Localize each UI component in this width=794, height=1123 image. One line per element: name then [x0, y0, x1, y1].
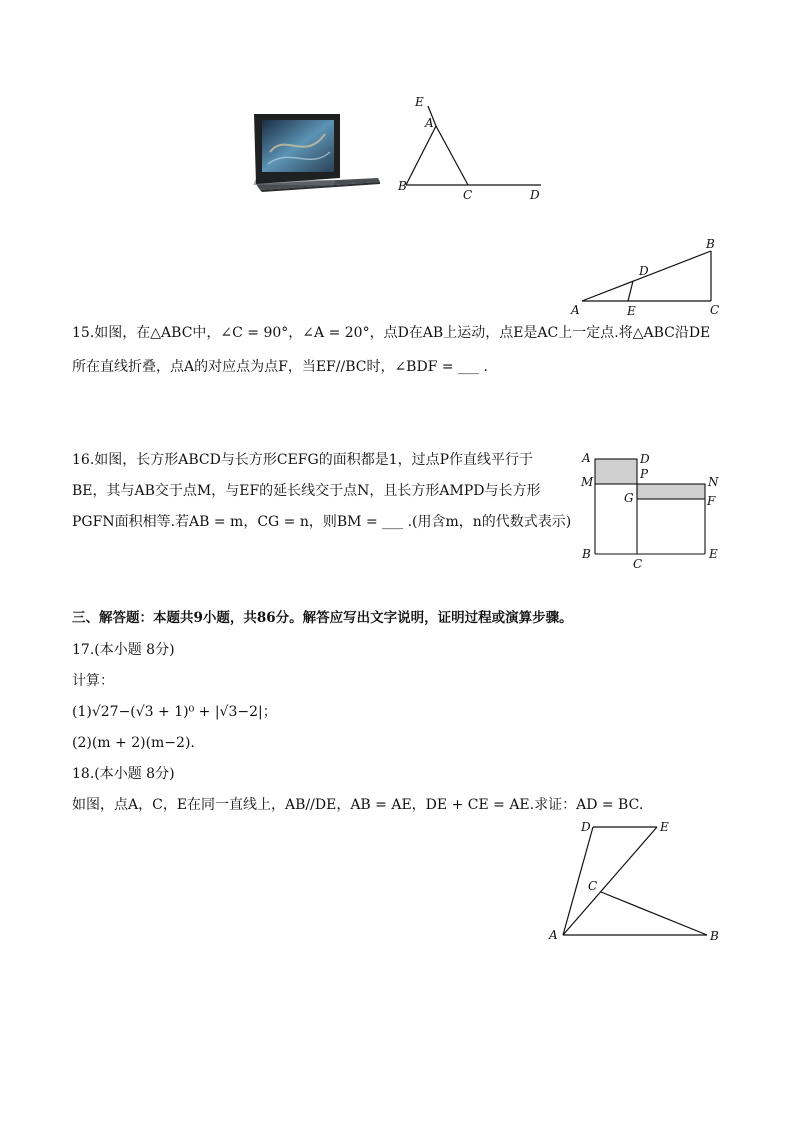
- label-g: G: [624, 491, 634, 505]
- q17-item2: (2)(m + 2)(m−2).: [72, 735, 195, 751]
- label-c: C: [633, 557, 643, 571]
- figure-q16: [576, 446, 726, 571]
- label-a: A: [571, 303, 580, 317]
- figure-q15: [565, 235, 730, 320]
- segment-ac: [436, 126, 468, 185]
- q15-line1: 15.如图，在△ABC中，∠C = 90°，∠A = 20°，点D在AB上运动，点E是AC上一定点.将△ABC沿DE: [72, 325, 711, 341]
- segment-de: [628, 281, 633, 301]
- segment-ea: [563, 827, 657, 935]
- label-m: M: [581, 475, 594, 489]
- shaded-rect-ampd: [595, 459, 637, 484]
- q17-intro: 计算：: [72, 673, 114, 689]
- label-b: B: [710, 929, 719, 943]
- figure-q18: [545, 815, 725, 945]
- q18-text: 如图，点A，C，E在同一直线上，AB//DE，AB = AE，DE + CE = AE.求证：AD = BC.: [72, 797, 644, 813]
- label-b: B: [582, 547, 591, 561]
- label-e: E: [627, 304, 636, 318]
- q16-line3: PGFN面积相等.若AB = m，CG = n，则BM = ___ .(用含m，n的代数式表示): [72, 514, 572, 530]
- label-d: D: [639, 264, 649, 278]
- label-b: B: [398, 179, 407, 193]
- q16-line1: 16.如图，长方形ABCD与长方形CEFG的面积都是1，过点P作直线平行于: [72, 452, 534, 468]
- figure-top-triangle: [395, 92, 555, 207]
- label-e: E: [415, 95, 424, 109]
- tablet-image: [250, 112, 382, 200]
- label-p: P: [640, 467, 649, 481]
- label-c: C: [463, 188, 473, 202]
- q17-item1: (1)√27−(√3 + 1)⁰ + |√3−2|；: [72, 704, 277, 720]
- q16-line2: BE，其与AB交于点M，与EF的延长线交于点N，且长方形AMPD与长方形: [72, 483, 541, 499]
- label-e: E: [709, 547, 718, 561]
- label-d: D: [640, 452, 650, 466]
- label-f: F: [707, 494, 716, 508]
- label-b: B: [706, 237, 715, 251]
- label-d: D: [581, 820, 591, 834]
- segment-ba: [406, 126, 436, 185]
- label-a: A: [582, 451, 591, 465]
- label-a: A: [425, 116, 434, 130]
- q17-title: 17.(本小题 8分): [72, 642, 175, 658]
- label-n: N: [708, 475, 719, 489]
- q18-title: 18.(本小题 8分): [72, 766, 175, 782]
- label-c: C: [710, 303, 720, 317]
- label-e: E: [660, 820, 669, 834]
- shaded-rect-pgfn: [637, 484, 705, 499]
- label-d: D: [530, 188, 540, 202]
- label-c: C: [588, 879, 598, 893]
- section3-heading: 三、解答题：本题共9小题，共86分。解答应写出文字说明，证明过程或演算步骤。: [72, 610, 573, 626]
- segment-cb: [601, 892, 707, 935]
- q15-line2: 所在直线折叠，点A的对应点为点F，当EF//BC时，∠BDF = ___ .: [72, 359, 488, 375]
- label-a: A: [549, 928, 558, 942]
